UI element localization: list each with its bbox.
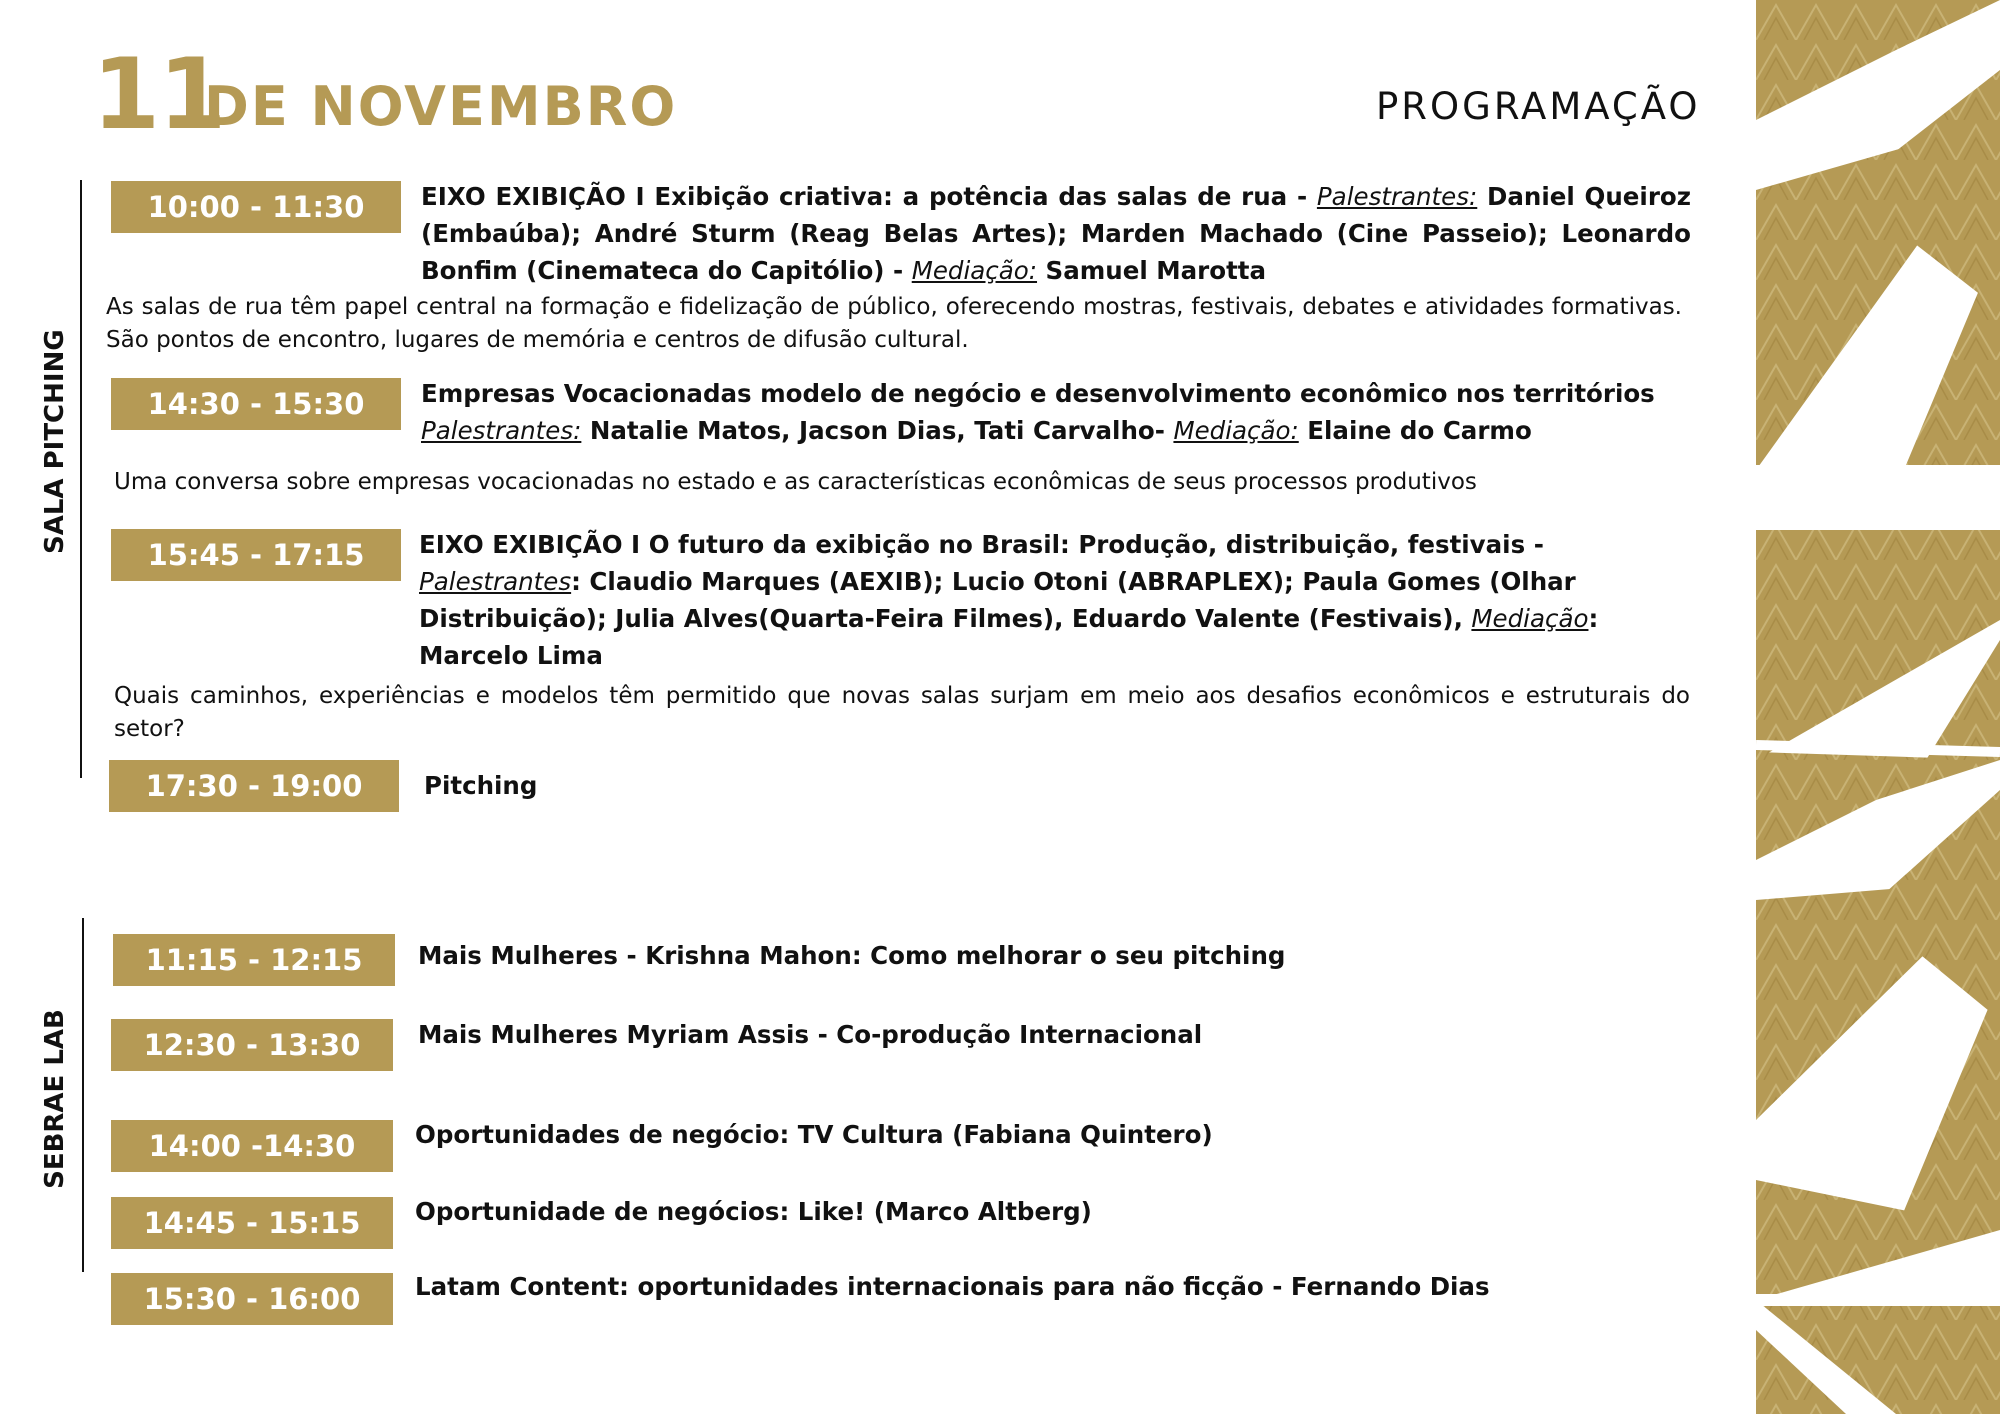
talk-title: [421, 178, 1691, 289]
mediacao-label: Mediação:: [911, 256, 1038, 285]
mediacao-name: : Marcelo Lima: [419, 604, 1599, 670]
programacao-heading: PROGRAMAÇÃO: [1376, 85, 1701, 128]
talk-title-lead: EIXO EXIBIÇÃO I Exibição criativa: a potência das salas de rua -: [421, 182, 1317, 211]
time-badge: 15:30 - 16:00: [111, 1273, 393, 1325]
talk-title: Oportunidade de negócios: Like! (Marco Altberg): [415, 1197, 1092, 1226]
time-badge: 14:30 - 15:30: [111, 378, 401, 430]
palestrantes-names: Daniel Queiroz (Embaúba); André Sturm (Reag Belas Artes); Marden Machado (Cine Passeio); Leonardo Bonfim (Cinemateca do Capitólio) -: [421, 182, 1691, 285]
talk-description: Uma conversa sobre empresas vocacionadas no estado e as características econômicas de seus processos produtivos: [114, 469, 1477, 495]
time-badge: 15:45 - 17:15: [111, 529, 401, 581]
palestrantes-label: Palestrantes:: [1316, 182, 1478, 211]
sala-pitching-divider: [80, 180, 82, 778]
sala-pitching-label: SALA PITCHING: [40, 329, 70, 554]
talk-description: Quais caminhos, experiências e modelos têm permitido que novas salas surjam em meio aos desafios econômicos e estruturais do setor?: [114, 683, 1690, 742]
talk-title-lead: Empresas Vocacionadas modelo de negócio e desenvolvimento econômico nos territórios: [421, 379, 1655, 408]
talk-title: Mais Mulheres Myriam Assis - Co-produção Internacional: [418, 1020, 1203, 1049]
talk-description: As salas de rua têm papel central na formação e fidelização de público, oferecendo mostras, festivais, debates e atividades formativas. São pontos de encontro, lugares de memória e centros de difusão cultural.: [106, 294, 1682, 353]
talk-title-lead: EIXO EXIBIÇÃO I O futuro da exibição no Brasil: Produção, distribuição, festivais -: [419, 530, 1544, 559]
sebrae-lab-label: SEBRAE LAB: [40, 1009, 70, 1189]
mediacao-name: Samuel Marotta: [1037, 256, 1267, 285]
talk-title: Latam Content: oportunidades internacionais para não ficção - Fernando Dias: [415, 1272, 1490, 1301]
geometric-border-pattern: [1756, 0, 2000, 1414]
time-badge: 14:00 -14:30: [111, 1120, 393, 1172]
talk-title: [421, 375, 1691, 449]
palestrantes-names: : Claudio Marques (AEXIB); Lucio Otoni (ABRAPLEX); Paula Gomes (Olhar Distribuição); Julia Alves(Quarta-Feira Filmes), Eduardo Valente (Festivais),: [419, 567, 1576, 633]
date-day: 11: [92, 38, 225, 152]
mediacao-label: Mediação:: [1173, 416, 1299, 445]
sebrae-lab-divider: [82, 918, 84, 1272]
time-badge: 17:30 - 19:00: [109, 760, 399, 812]
date-month: DE NOVEMBRO: [204, 75, 678, 138]
palestrantes-label: Palestrantes: [419, 567, 572, 596]
time-badge: 14:45 - 15:15: [111, 1197, 393, 1249]
time-badge: 10:00 - 11:30: [111, 181, 401, 233]
talk-title: Mais Mulheres - Krishna Mahon: Como melhorar o seu pitching: [418, 941, 1286, 970]
palestrantes-label: Palestrantes:: [421, 416, 582, 445]
time-badge: 11:15 - 12:15: [113, 934, 395, 986]
mediacao-label: Mediação: [1471, 604, 1589, 633]
talk-title: Oportunidades de negócio: TV Cultura (Fabiana Quintero): [415, 1120, 1213, 1149]
mediacao-name: Elaine do Carmo: [1298, 416, 1532, 445]
talk-title: [419, 526, 1669, 674]
time-badge: 12:30 - 13:30: [111, 1019, 393, 1071]
talk-title: Pitching: [424, 771, 538, 800]
palestrantes-names: Natalie Matos, Jacson Dias, Tati Carvalho-: [581, 416, 1174, 445]
